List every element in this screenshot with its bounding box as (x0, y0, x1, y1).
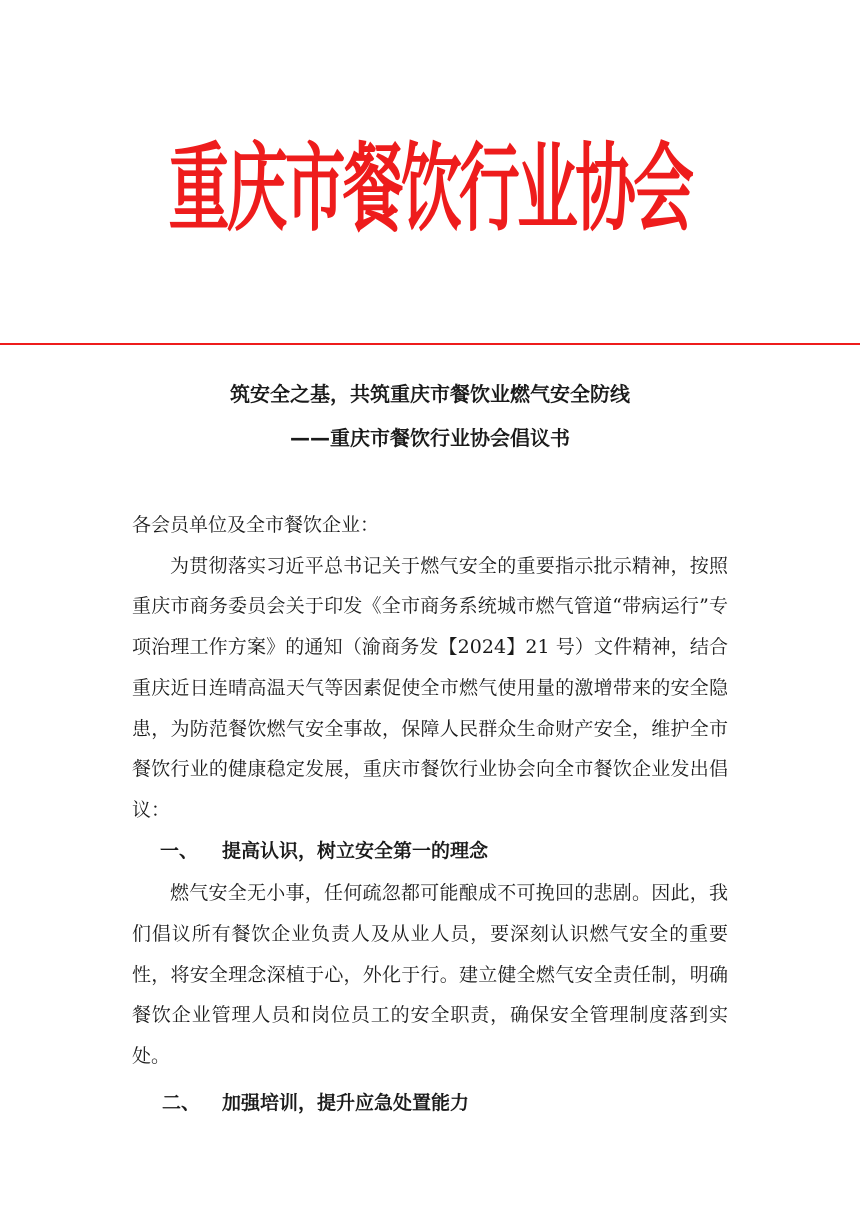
organization-masthead: 重庆市餐饮行业协会 (168, 131, 692, 245)
section-number-1: 一、 (160, 839, 199, 862)
section-heading-text-1: 提高认识，树立安全第一的理念 (222, 839, 489, 862)
section-heading-2 (132, 1083, 728, 1124)
document-subtitle: ——重庆市餐饮行业协会倡议书 (290, 426, 570, 450)
section-heading-text-2: 加强培训，提升应急处置能力 (222, 1091, 470, 1114)
document-body (132, 505, 728, 1126)
intro-paragraph: 为贯彻落实习近平总书记关于燃气安全的重要指示批示精神，按照重庆市商务委员会关于印发《全市商务系统城市燃气管道“带病运行”专项治理工作方案》的通知（渝商务发【2024】21 号）文件精神，结合重庆近日连晴高温天气等因素促使全市燃气使用量的激增带来的安全隐患，为防范餐饮燃气安全事故，保障人民群众生命财产安全，维护全市餐饮行业的健康稳定发展，重庆市餐饮行业协会向全市餐饮企业发出倡议： (132, 554, 728, 821)
document-title-block (0, 372, 860, 460)
document-title: 筑安全之基，共筑重庆市餐饮业燃气安全防线 (230, 382, 630, 406)
salutation: 各会员单位及全市餐饮企业： (132, 514, 380, 536)
section-paragraph-1: 燃气安全无小事，任何疏忽都可能酿成不可挽回的悲剧。因此，我们倡议所有餐饮企业负责人及从业人员，要深刻认识燃气安全的重要性，将安全理念深植于心，外化于行。建立健全燃气安全责任制，明确餐饮企业管理人员和岗位员工的安全职责，确保安全管理制度落到实处。 (132, 882, 728, 1068)
section-number-2: 二、 (162, 1091, 201, 1114)
header-divider-line (0, 343, 860, 345)
section-heading-1 (132, 831, 728, 872)
